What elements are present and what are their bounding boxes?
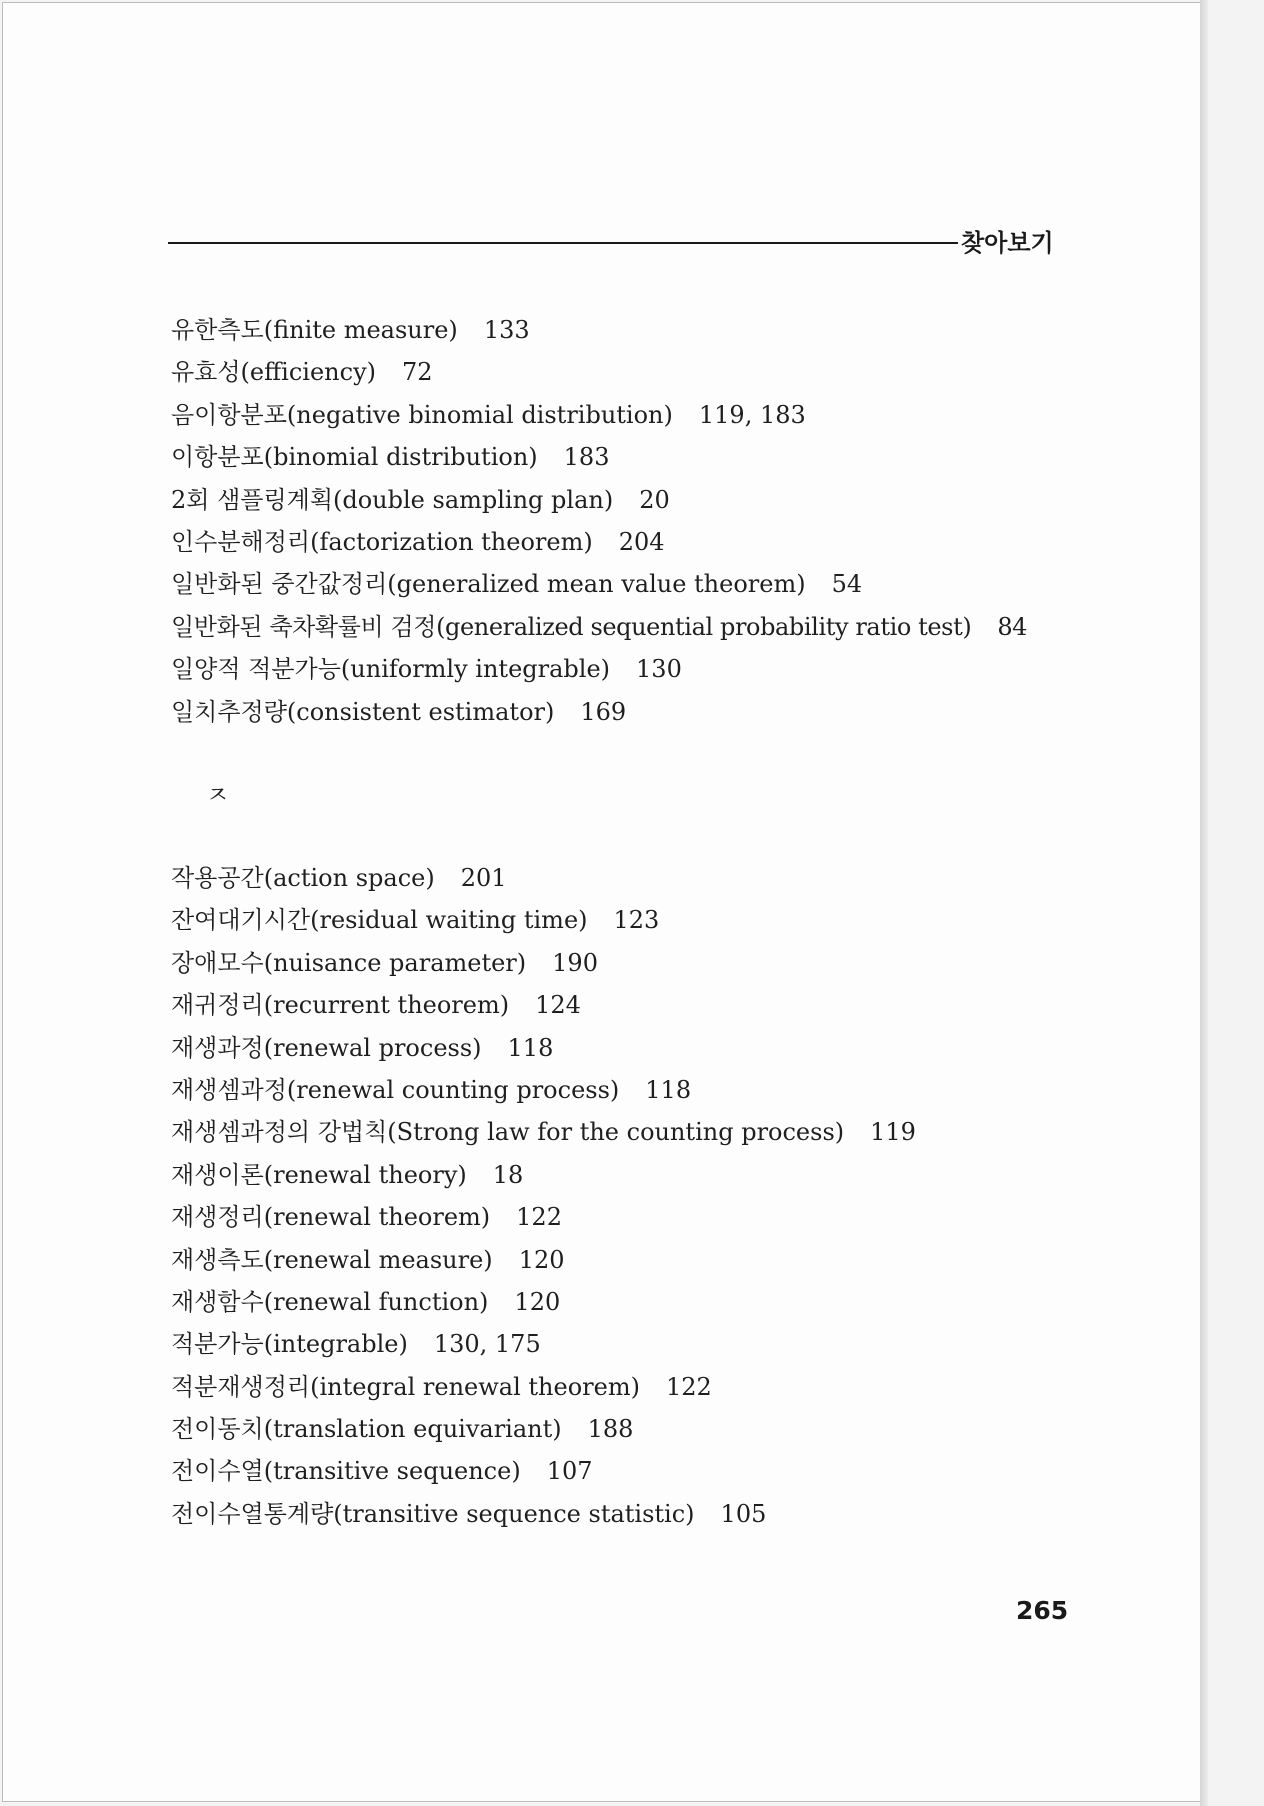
index-pages: 120 xyxy=(518,1245,565,1274)
index-pages: 123 xyxy=(613,906,660,935)
index-pages: 105 xyxy=(720,1499,767,1528)
index-term: 작용공간(action space) xyxy=(171,864,435,892)
index-entry xyxy=(171,648,1027,690)
index-pages: 118 xyxy=(507,1033,554,1062)
index-term: 일반화된 중간값정리(generalized mean value theorem) xyxy=(171,570,806,599)
index-entry xyxy=(171,942,916,984)
index-term: 재생측도(renewal measure) xyxy=(171,1245,493,1274)
page-edge-shadow xyxy=(1200,0,1208,1806)
index-term: 재생셈과정의 강법칙(Strong law for the counting process) xyxy=(171,1118,845,1147)
index-entry xyxy=(171,1408,916,1450)
index-entry xyxy=(171,521,1027,563)
index-term: 적분가능(integrable) xyxy=(171,1330,408,1359)
index-pages: 133 xyxy=(483,316,530,344)
index-entry xyxy=(171,1111,916,1153)
header-rule xyxy=(168,242,958,244)
index-entry xyxy=(171,563,1027,605)
index-entry xyxy=(171,1450,916,1492)
index-term: 재귀정리(recurrent theorem) xyxy=(171,991,510,1020)
index-term: 음이항분포(negative binomial distribution) xyxy=(171,400,673,429)
index-term: 유효성(efficiency) xyxy=(171,358,376,387)
index-entry xyxy=(171,1239,916,1281)
index-term: 유한측도(finite measure) xyxy=(171,316,458,344)
index-entry xyxy=(171,309,1027,351)
index-pages: 169 xyxy=(580,697,627,726)
index-entry xyxy=(171,1154,916,1196)
index-pages: 122 xyxy=(665,1372,712,1401)
index-term: 장애모수(nuisance parameter) xyxy=(171,948,527,977)
index-entry xyxy=(171,436,1027,478)
index-entry xyxy=(171,1281,916,1323)
index-pages: 124 xyxy=(535,991,581,1020)
index-term: 이항분포(binomial distribution) xyxy=(171,443,538,472)
index-term: 전이수열(transitive sequence) xyxy=(171,1457,521,1486)
index-term: 재생셈과정(renewal counting process) xyxy=(171,1075,620,1104)
index-pages: 119 xyxy=(870,1118,916,1147)
index-term: 재생함수(renewal function) xyxy=(171,1287,489,1316)
index-entry xyxy=(171,691,1027,733)
index-term: 일반화된 축차확률비 검정(generalized sequential probability ratio test) xyxy=(171,612,972,641)
index-list-1 xyxy=(171,309,1027,733)
index-entry xyxy=(171,606,1027,648)
index-pages: 107 xyxy=(546,1457,593,1486)
index-term: 인수분해정리(factorization theorem) xyxy=(171,527,593,556)
index-pages: 188 xyxy=(587,1415,634,1444)
index-pages: 118 xyxy=(645,1075,692,1104)
index-pages: 54 xyxy=(831,570,863,599)
index-entry xyxy=(171,1323,916,1365)
index-pages: 122 xyxy=(516,1203,562,1232)
index-term: 전이동치(translation equivariant) xyxy=(171,1415,562,1444)
index-entry xyxy=(171,351,1027,393)
index-pages: 120 xyxy=(514,1287,561,1316)
index-term: 재생과정(renewal process) xyxy=(171,1033,482,1062)
index-pages: 190 xyxy=(552,948,598,977)
index-entry xyxy=(171,984,916,1026)
index-term: 전이수열통계량(transitive sequence statistic) xyxy=(171,1499,695,1528)
index-term: 일치추정량(consistent estimator) xyxy=(171,697,555,726)
index-entry xyxy=(171,479,1027,521)
index-term: 재생이론(renewal theory) xyxy=(171,1160,467,1189)
index-term: 2회 샘플링계획(double sampling plan) xyxy=(171,485,614,514)
index-entry xyxy=(171,1493,916,1535)
section-letter: ㅈ xyxy=(206,781,230,809)
index-pages: 204 xyxy=(618,527,665,556)
index-entry xyxy=(171,1027,916,1069)
index-pages: 18 xyxy=(492,1160,524,1189)
index-term: 잔여대기시간(residual waiting time) xyxy=(171,906,588,935)
index-term: 적분재생정리(integral renewal theorem) xyxy=(171,1372,640,1401)
index-list-2 xyxy=(171,857,916,1535)
index-pages: 84 xyxy=(997,612,1028,641)
index-pages: 72 xyxy=(402,358,433,387)
running-head: 찾아보기 xyxy=(961,229,1054,257)
index-term: 일양적 적분가능(uniformly integrable) xyxy=(171,655,611,684)
index-pages: 130, 175 xyxy=(433,1330,541,1359)
index-entry xyxy=(171,1069,916,1111)
index-pages: 119, 183 xyxy=(698,400,806,429)
index-entry xyxy=(171,899,916,941)
index-pages: 130 xyxy=(636,655,682,684)
book-page xyxy=(2,2,1202,1802)
index-term: 재생정리(renewal theorem) xyxy=(171,1203,491,1232)
index-pages: 201 xyxy=(460,864,507,892)
index-entry xyxy=(171,1196,916,1238)
index-pages: 20 xyxy=(639,485,670,514)
index-entry xyxy=(171,394,1027,436)
page-number: 265 xyxy=(1016,1596,1069,1625)
index-pages: 183 xyxy=(563,443,610,472)
index-entry xyxy=(171,857,916,899)
index-entry xyxy=(171,1366,916,1408)
